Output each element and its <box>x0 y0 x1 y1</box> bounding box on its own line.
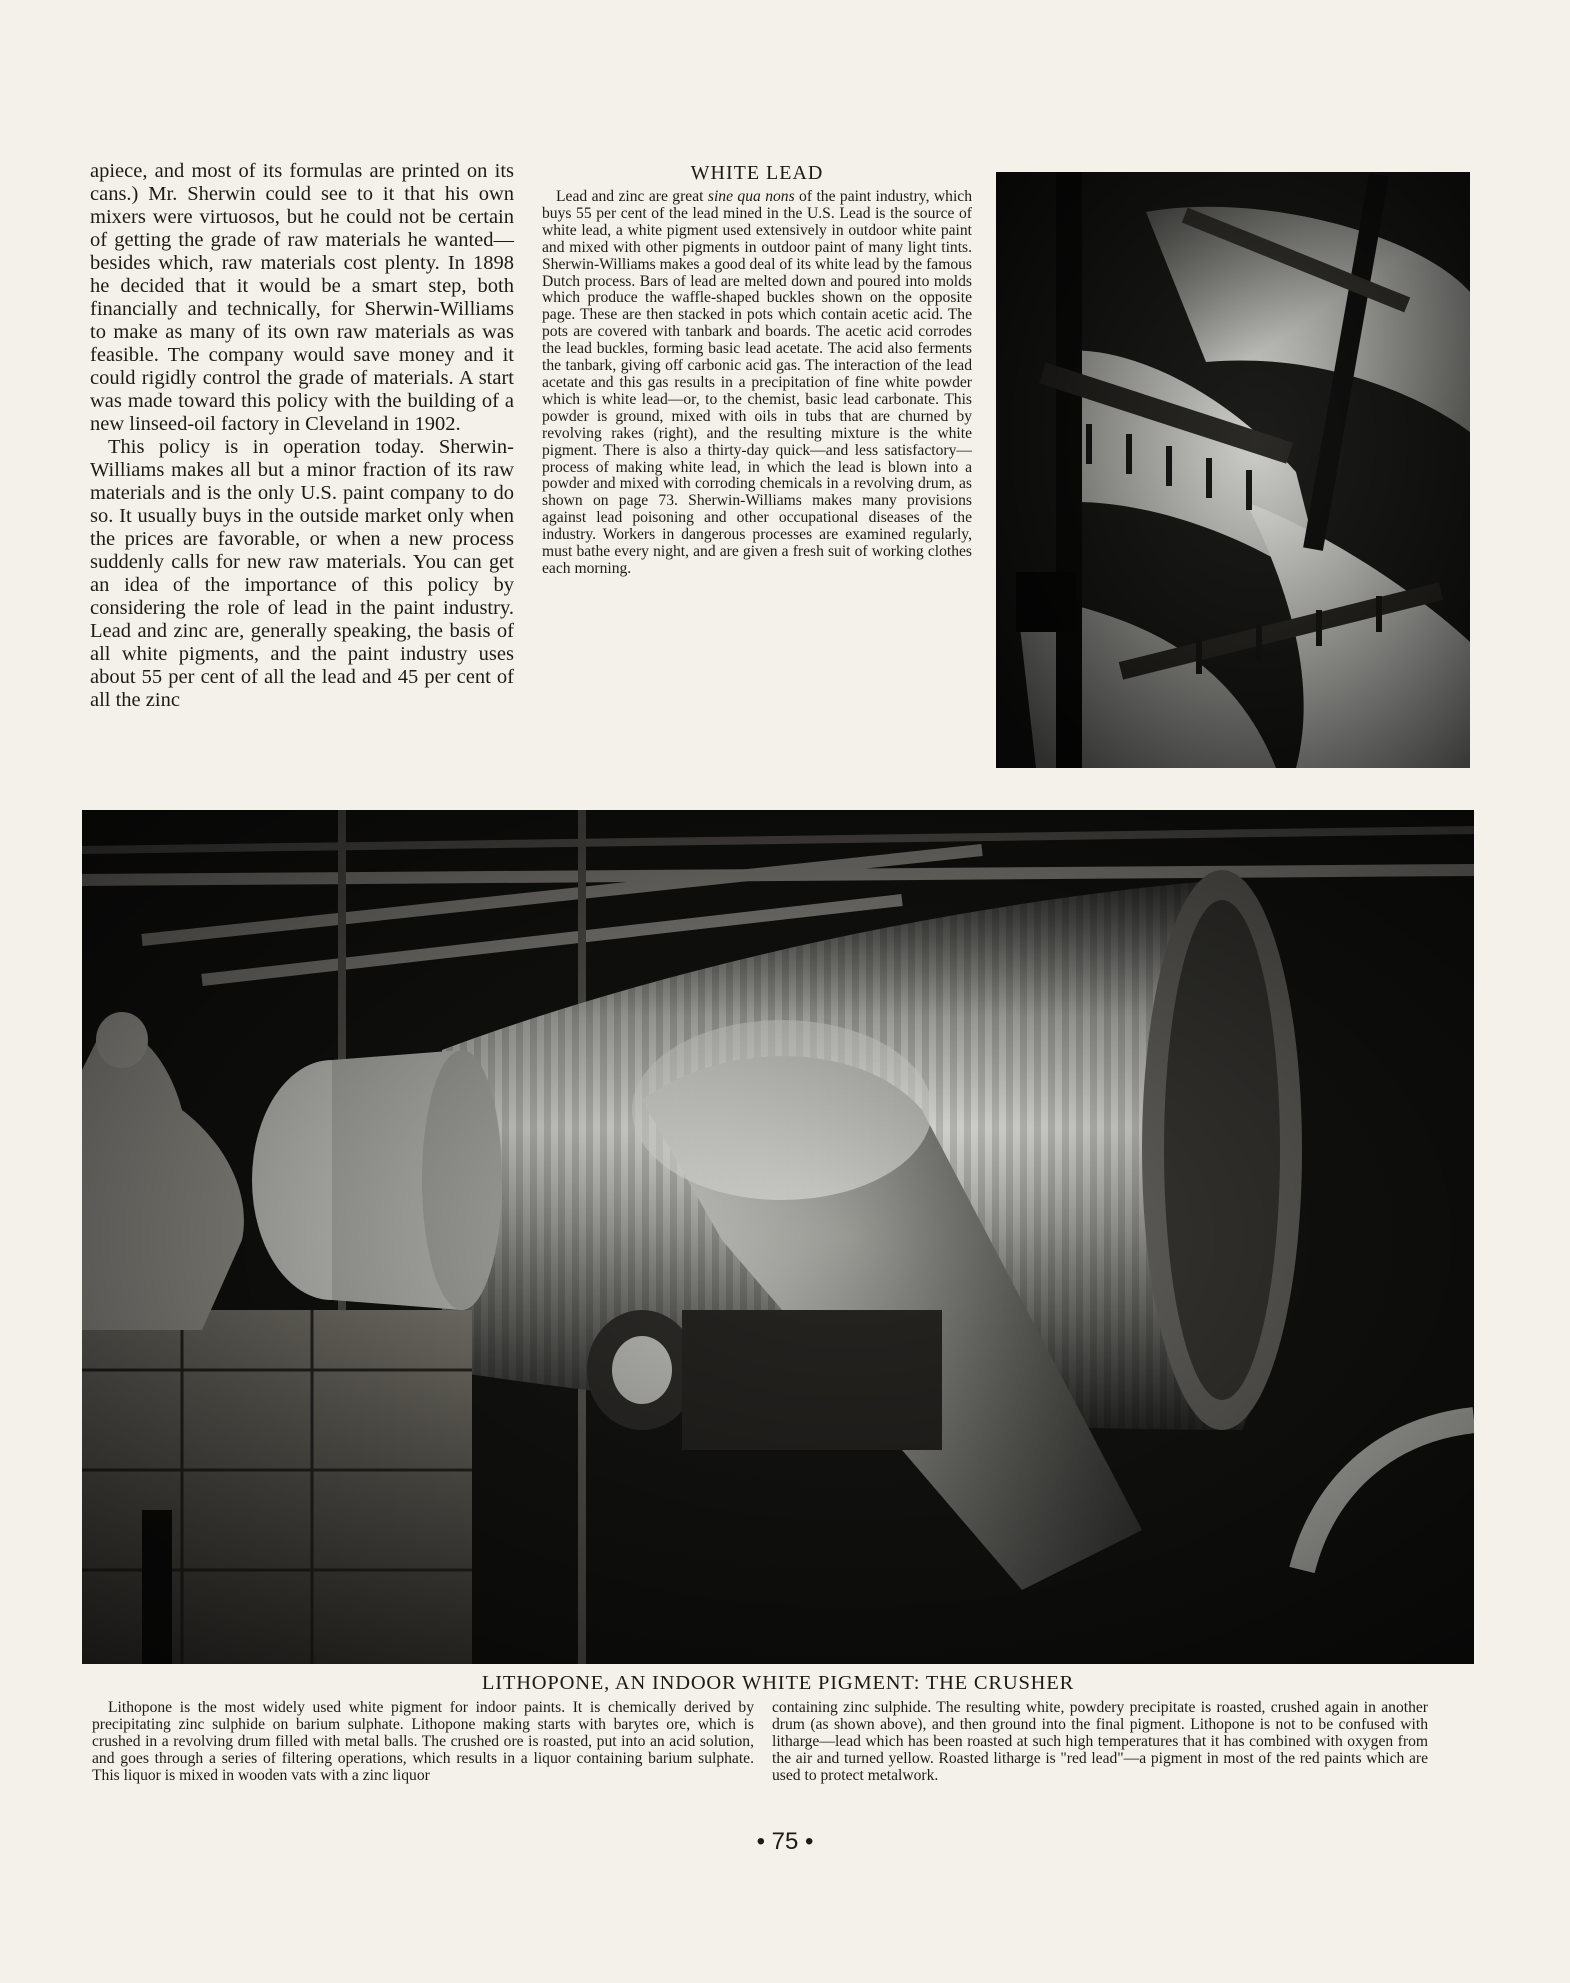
white-lead-italic-phrase: sine qua nons <box>707 188 795 205</box>
left-paragraph-2: This policy is in operation today. Sherwin-Williams makes all but a minor fraction of its raw materials and is the only U.S. paint company to do so. It usually buys in the outside market only when the prices are favorable, or when a new process suddenly calls for new raw materials. You can get an idea of the importance of this policy by considering the role of lead in the paint industry. Lead and zinc are, generally speaking, the basis of all white pigments, and the paint industry uses about 55 per cent of all the lead and 45 per cent of all the zinc <box>90 436 514 711</box>
crusher-drum-image <box>82 810 1474 1664</box>
left-column <box>90 160 514 712</box>
mixing-tubs-image <box>996 172 1470 768</box>
photo-mixing-tubs <box>996 172 1470 768</box>
left-paragraph-1: apiece, and most of its formulas are printed on its cans.) Mr. Sherwin could see to it that his own mixers were virtuosos, but he could not be certain of getting the grade of raw materials he wanted—besides which, raw materials cost plenty. In 1898 he decided that it would be a smart step, both financially and technically, for Sherwin-Williams to make as many of its own raw materials as was feasible. The company would save money and it could rigidly control the grade of materials. A start was made toward this policy with the building of a new linseed-oil factory in Cleveland in 1902. <box>90 160 514 435</box>
lithopone-caption-left: Lithopone is the most widely used white pigment for indoor paints. It is chemically derived by precipitating zinc sulphide on barium sulphate. Lithopone making starts with barytes ore, which is crushed in a revolving drum filled with metal balls. The crushed ore is roasted, put into an acid solution, and goes through a series of filtering operations, which results in a liquor containing barium sulphate. This liquor is mixed in wooden vats with a zinc liquor <box>92 1699 754 1785</box>
lithopone-caption-right: containing zinc sulphide. The resulting white, powdery precipitate is roasted, crushed again in another drum (as shown above), and then ground into the final pigment. Lithopone is not to be confused with litharge—lead which has been roasted at such high temperatures that it has combined with oxygen from the air and turned yellow. Roasted litharge is "red lead"—a pigment in most of the red paints which are used to protect metalwork. <box>772 1699 1428 1785</box>
white-lead-heading: WHITE LEAD <box>690 162 824 184</box>
white-lead-text-start: Lead and zinc are great <box>556 188 708 205</box>
white-lead-section <box>542 162 972 578</box>
white-lead-text <box>542 189 972 578</box>
page-number: • 75 • <box>756 1828 814 1855</box>
white-lead-text-rest: of the paint industry, which buys 55 per cent of the lead mined in the U.S. Lead is the source of white lead, a white pigment used extensively in outdoor white paint and mixed with other pigments in outdoor paint of many light tints. Sherwin-Williams makes a good deal of its white lead by the famous Dutch process. Bars of lead are melted down and poured into molds which produce the waffle-shaped buckles shown on the opposite page. These are then stacked in pots which contain acetic acid. The pots are covered with tanbark and boards. The acetic acid corrodes the lead buckles, forming basic lead acetate. The acid also ferments the tanbark, giving off carbonic acid gas. The interaction of the lead acetate and this gas results in a precipitation of fine white powder which is white lead—or, to the chemist, basic lead carbonate. This powder is ground, mixed with oils in tubs that are churned by revolving rakes (right), and the resulting mixture is the white pigment. There is also a thirty-day quick—and less satisfactory—process of making white lead, in which the lead is blown into a powder and mixed with corroding chemicals in a revolving drum, as shown on page 73. Sherwin-Williams makes many provisions against lead poisoning and other occupational diseases of the industry. Workers in dangerous processes are examined regularly, must bathe every night, and are given a fresh suit of working clothes each morning. <box>542 188 973 577</box>
photo-crusher-drum <box>82 810 1474 1664</box>
lithopone-caption-title: LITHOPONE, AN INDOOR WHITE PIGMENT: THE CRUSHER <box>481 1672 1075 1694</box>
